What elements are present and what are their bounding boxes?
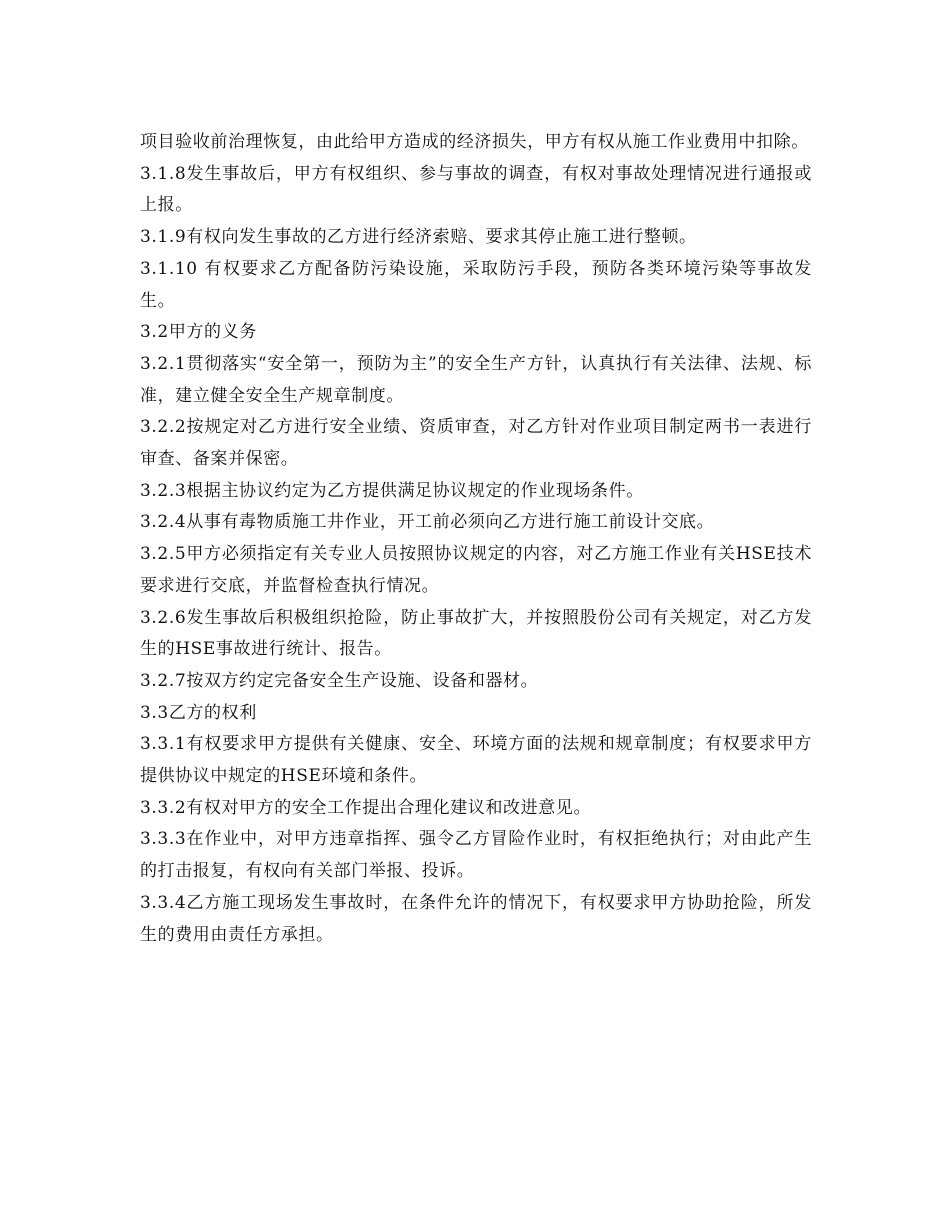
paragraph: 3.3.1有权要求甲方提供有关健康、安全、环境方面的法规和规章制度；有权要求甲方提供协议中规定的HSE环境和条件。: [140, 734, 812, 787]
paragraph: 3.2.4从事有毒物质施工井作业，开工前必须向乙方进行施工前设计交底。: [140, 512, 715, 533]
paragraph: 3.1.10 有权要求乙方配备防污染设施，采取防污手段，预防各类环境污染等事故发生。: [140, 258, 812, 311]
paragraph: 3.2.5甲方必须指定有关专业人员按照协议规定的内容，对乙方施工作业有关HSE技术要求进行交底，并监督检查执行情况。: [140, 544, 812, 596]
paragraph: 3.1.9有权向发生事故的乙方进行经济索赔、要求其停止施工进行整顿。: [140, 227, 697, 248]
paragraph: 3.2.1贯彻落实“安全第一，预防为主”的安全生产方针，认真执行有关法律、法规、标准，建立健全安全生产规章制度。: [140, 353, 812, 406]
paragraph: 3.3.3在作业中，对甲方违章指挥、强令乙方冒险作业时，有权拒绝执行；对由此产生的打击报复，有权向有关部门举报、投诉。: [140, 829, 812, 882]
section-heading: 3.3乙方的权利: [140, 702, 257, 723]
document-body: [140, 127, 812, 951]
paragraph: 3.2.3根据主协议约定为乙方提供满足协议规定的作业现场条件。: [140, 480, 644, 501]
paragraph: 3.2.7按双方约定完备安全生产设施、设备和器材。: [140, 670, 539, 691]
paragraph: 3.3.2有权对甲方的安全工作提出合理化建议和改进意见。: [140, 797, 592, 818]
paragraph: 3.2.2按规定对乙方进行安全业绩、资质审查，对乙方针对作业项目制定两书一表进行审查、备案并保密。: [140, 417, 812, 470]
section-heading: 3.2甲方的义务: [140, 322, 257, 343]
paragraph: 3.2.6发生事故后积极组织抢险，防止事故扩大，并按照股份公司有关规定，对乙方发生的HSE事故进行统计、报告。: [140, 607, 812, 660]
paragraph: 3.3.4乙方施工现场发生事故时，在条件允许的情况下，有权要求甲方协助抢险，所发生的费用由责任方承担。: [140, 892, 812, 945]
paragraph: 3.1.8发生事故后，甲方有权组织、参与事故的调查，有权对事故处理情况进行通报或上报。: [140, 163, 812, 216]
paragraph: 项目验收前治理恢复，由此给甲方造成的经济损失，甲方有权从施工作业费用中扣除。: [140, 132, 809, 152]
